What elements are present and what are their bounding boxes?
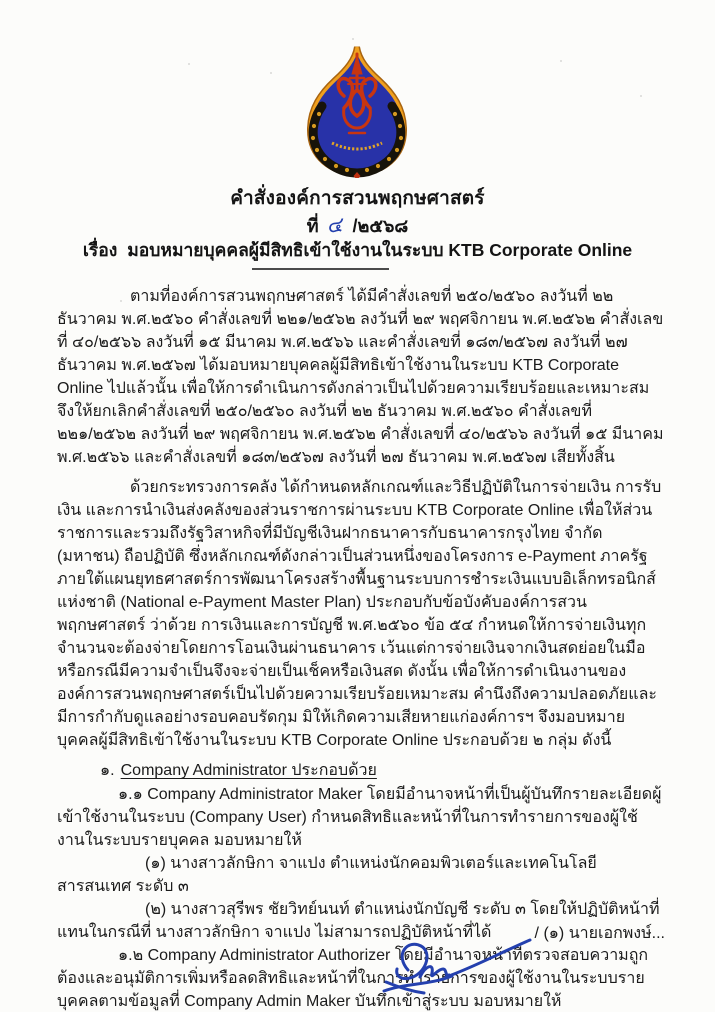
sub-item-2-assignee: (๒) นางสาวสุรีพร ชัยวิทย์นนท์ ตำแหน่งนักบัญชี ระดับ ๓ โดยให้ปฏิบัติหน้าที่แทนในกรณีที่ นางสาวลักษิกา จาแปง ไม่สามารถปฏิบัติหน้าที่ได้ — [57, 901, 660, 941]
doc-no-prefix: ที่ — [306, 216, 319, 236]
subject-label: เรื่อง — [82, 240, 118, 260]
doc-no-handwritten-number: ๔ — [327, 213, 345, 238]
item-1-2-company-admin-authorizer: ๑.๒ Company Administrator Authorizer โดยมีอำนาจหน้าที่ตรวจสอบความถูกต้องและอนุมัติการเพิ่มหรือลดสิทธิและหน้าที่ในการทำรายการของผู้ใช้งานในระบบรายบุคคลตามข้อมูลที่ Company Admin Maker บันทึกเข้าสู่ระบบ มอบหมายให้ — [57, 947, 649, 1010]
section-1-heading — [57, 759, 664, 782]
section-1-heading-text: Company Administrator ประกอบด้วย — [120, 762, 377, 779]
doc-no-suffix: /๒๕๖๘ — [352, 216, 409, 236]
document-subject-line — [0, 236, 715, 264]
document-body — [57, 285, 664, 1012]
paragraph-references: ตามที่องค์การสวนพฤกษศาสตร์ ได้มีคำสั่งเลขที่ ๒๕๐/๒๕๖๐ ลงวันที่ ๒๒ ธันวาคม พ.ศ.๒๕๖๐ คำสั่งเลขที่ ๒๒๑/๒๕๖๒ ลงวันที่ ๒๙ พฤศจิกายน พ.ศ.๒๕๖๒ คำสั่งเลขที่ ๔๐/๒๕๖๖ ลงวันที่ ๑๕ มีนาคม พ.ศ.๒๕๖๖ และคำสั่งเลขที่ ๑๘๓/๒๕๖๗ ลงวันที่ ๒๗ ธันวาคม พ.ศ.๒๕๖๗ ได้มอบหมายบุคคลผู้มีสิทธิเข้าใช้งานในระบบ KTB Corporate Online ไปแล้วนั้น เพื่อให้การดำเนินการดังกล่าวเป็นไปด้วยความเรียบร้อยและเหมาะสม จึงให้ยกเลิกคำสั่งเลขที่ ๒๕๐/๒๕๖๐ ลงวันที่ ๒๒ ธันวาคม พ.ศ.๒๕๖๐ คำสั่งเลขที่ ๒๒๑/๒๕๖๒ ลงวันที่ ๒๙ พฤศจิกายน พ.ศ.๒๕๖๒ คำสั่งเลขที่ ๔๐/๒๕๖๖ ลงวันที่ ๑๕ มีนาคม พ.ศ.๒๕๖๖ และคำสั่งเลขที่ ๑๘๓/๒๕๖๗ ลงวันที่ ๒๗ ธันวาคม พ.ศ.๒๕๖๗ เสียทั้งสิ้น — [57, 288, 664, 466]
section-1-number: ๑. — [100, 762, 115, 779]
paragraph-rationale: ด้วยกระทรวงการคลัง ได้กำหนดหลักเกณฑ์และวิธีปฏิบัติในการจ่ายเงิน การรับเงิน และการนำเงินส่งคลังของส่วนราชการผ่านระบบ KTB Corporate Online เพื่อให้ส่วนราชการและรวมถึงรัฐวิสาหกิจที่มีบัญชีเงินฝากธนาคารกับธนาคารกรุงไทย จำกัด (มหาชน) ถือปฏิบัติ ซึ่งหลักเกณฑ์ดังกล่าวเป็นส่วนหนึ่งของโครงการ e-Payment ภาครัฐ ภายใต้แผนยุทธศาสตร์การพัฒนาโครงสร้างพื้นฐานระบบการชำระเงินแบบอิเล็กทรอนิกส์แห่งชาติ (National e-Payment Master Plan) ประกอบกับข้อบังคับองค์การสวนพฤกษศาสตร์ ว่าด้วย การเงินและการบัญชี พ.ศ.๒๕๖๐ ข้อ ๕๔ กำหนดให้การจ่ายเงินทุกจำนวนจะต้องจ่ายโดยการโอนเงินผ่านธนาคาร เว้นแต่การจ่ายเงินจากเงินสดย่อยในมือ หรือกรณีมีความจำเป็นจึงจะจ่ายเป็นเช็คหรือเงินสด ดังนั้น เพื่อให้การดำเนินงานขององค์การสวนพฤกษศาสตร์เป็นไปด้วยความเรียบร้อยเหมาะสม คำนึงถึงความปลอดภัยและมีการกำกับดูแลอย่างรอบคอบรัดกุม มิให้เกิดความเสียหายแก่องค์การฯ จึงมอบหมายบุคคลผู้มีสิทธิเข้าใช้งานในระบบ KTB Corporate Online ประกอบด้วย ๒ กลุ่ม ดังนี้ — [57, 479, 662, 749]
page-continuation-note: / (๑) นายเอกพงษ์... — [534, 925, 665, 942]
scan-speckle — [352, 38, 354, 40]
scan-speckle — [270, 72, 272, 74]
handwritten-signature — [380, 934, 538, 1006]
document-title: คำสั่งองค์การสวนพฤกษศาสตร์ — [230, 188, 485, 209]
subject-text: มอบหมายบุคคลผู้มีสิทธิเข้าใช้งานในระบบ KTB Corporate Online — [127, 240, 633, 260]
sub-item-1-assignee: (๑) นางสาวลักษิกา จาแปง ตำแหน่งนักคอมพิวเตอร์และเทคโนโลยีสารสนเทศ ระดับ ๓ — [57, 855, 597, 895]
scan-speckle — [188, 63, 190, 65]
item-1-1-company-admin-maker: ๑.๑ Company Administrator Maker โดยมีอำนาจหน้าที่เป็นผู้บันทึกรายละเอียดผู้เข้าใช้งานในระบบ (Company User) กำหนดสิทธิและหน้าที่ในการทำรายการของผู้ใช้งานในระบบรายบุคคล มอบหมายให้ — [57, 786, 662, 849]
scan-speckle — [560, 60, 562, 62]
scan-speckle — [640, 95, 642, 97]
title-divider-rule — [252, 268, 389, 270]
botanical-garden-organization-emblem-icon — [286, 44, 428, 178]
